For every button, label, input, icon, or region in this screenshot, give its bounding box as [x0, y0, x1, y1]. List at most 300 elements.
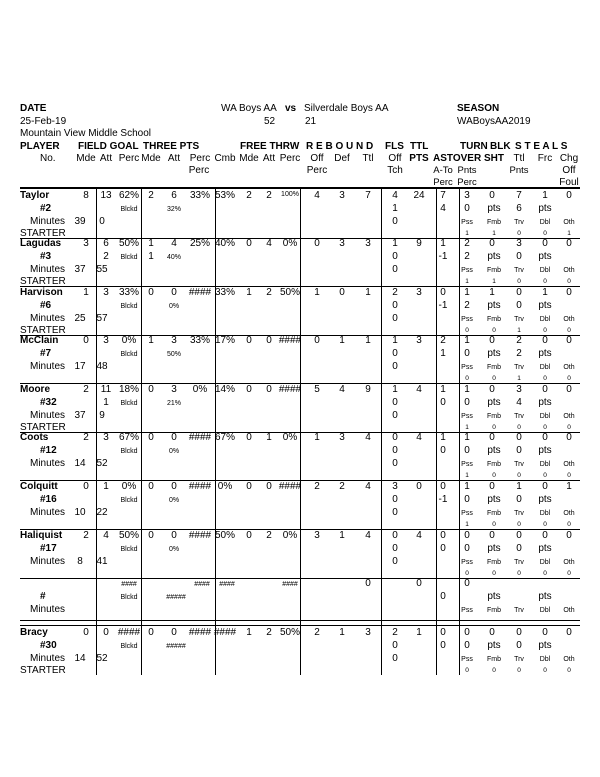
pts-label: pts: [487, 591, 501, 602]
stat-cell: 0: [542, 238, 548, 249]
stat-cell: 0: [516, 627, 522, 638]
turnover-value: 0: [517, 521, 521, 528]
turnover-type-label: Oth: [563, 364, 575, 371]
stat-cell: 1: [464, 481, 470, 492]
turnover-type-label: Oth: [563, 656, 575, 663]
minutes-value: 8: [77, 556, 83, 567]
header-fouls: FLS: [385, 141, 404, 152]
turnover-value: 0: [517, 472, 521, 479]
stat-cell: 0: [516, 530, 522, 541]
stat-cell: 0: [489, 481, 495, 492]
turnover-type-label: Dbl: [539, 461, 551, 468]
turnover-type-label: Pss: [461, 316, 473, 323]
stat-cell: 7: [440, 190, 446, 201]
stat-cell: 1: [148, 238, 154, 249]
stat-cell: 1: [392, 238, 398, 249]
stat-cell: 1: [416, 627, 422, 638]
stat-cell: 3: [416, 335, 422, 346]
turnover-value: 0: [543, 667, 547, 674]
turnover-value: 0: [567, 521, 571, 528]
player-name: Lagudas: [20, 238, 62, 249]
header-tch: Tch: [387, 165, 403, 176]
turnover-type-label: Fmb: [487, 364, 501, 371]
stat-cell: 7: [516, 190, 522, 201]
touch-value: 0: [392, 543, 398, 554]
turnover-type-label: Oth: [563, 267, 575, 274]
stat-cell: 1: [464, 335, 470, 346]
points-off-turnover: 0: [464, 640, 470, 651]
stat-cell: 3: [365, 238, 371, 249]
stat-cell: 4: [365, 481, 371, 492]
turnover-value: 0: [567, 570, 571, 577]
header-foul: Foul: [559, 177, 579, 188]
turnover-type-label: Fmb: [487, 219, 501, 226]
turnover-value: 0: [492, 472, 496, 479]
stat-cell: 0: [83, 627, 89, 638]
turnover-type-label: Trv: [514, 316, 524, 323]
stat-cell: 4: [365, 432, 371, 443]
header-turnover: TURN: [460, 141, 488, 152]
turnover-type-label: Dbl: [539, 267, 551, 274]
stat-cell: 3: [171, 335, 177, 346]
stat-cell: 0: [314, 238, 320, 249]
stat-cell: 0: [440, 530, 446, 541]
stat-cell: 53%: [214, 190, 236, 201]
zero-value: 0: [365, 578, 371, 589]
pts-label: pts: [487, 251, 501, 262]
stat-cell: 1: [246, 627, 252, 638]
season-label: SEASON: [457, 103, 500, 114]
minutes-label: Minutes: [30, 507, 66, 518]
header-ttl2: Ttl: [513, 153, 525, 164]
zero-value: 0: [392, 507, 398, 518]
stat-cell: 0: [339, 287, 345, 298]
stat-cell: 1: [542, 190, 548, 201]
stat-cell: 0: [246, 530, 252, 541]
stat-cell: 9: [416, 238, 422, 249]
turnover-value: 0: [492, 375, 496, 382]
points-off-steals: 0: [516, 494, 522, 505]
stat-cell: 0%: [121, 481, 137, 492]
stat-cell: 0: [566, 190, 572, 201]
header-total: TTL: [410, 141, 429, 152]
turnover-type-label: Oth: [563, 413, 575, 420]
turnover-value: 0: [543, 472, 547, 479]
turnover-type-label: Trv: [514, 656, 524, 663]
stat-cell: 0: [489, 190, 495, 201]
stat-cell: 1: [542, 287, 548, 298]
stat-cell: 1: [148, 335, 154, 346]
turnover-type-label: Fmb: [487, 656, 501, 663]
stat-cell: 1: [246, 287, 252, 298]
header-ato: A-To: [433, 165, 453, 176]
turnover-value: 0: [465, 570, 469, 577]
stat-cell: ####: [278, 335, 302, 346]
turnover-value: 0: [465, 375, 469, 382]
stat-cell: 14%: [214, 384, 236, 395]
stat-cell: 50%: [279, 287, 301, 298]
stat-cell: 2: [440, 335, 446, 346]
header-pnts2: Pnts: [509, 165, 529, 176]
stat-cell: 0%: [217, 481, 233, 492]
stat-cell: 40%: [214, 238, 236, 249]
stat-cell: 0: [440, 481, 446, 492]
player-name: McClain: [20, 335, 59, 346]
stat-cell: 0: [246, 481, 252, 492]
stat-cell: 4: [171, 238, 177, 249]
stat-cell: ####: [117, 627, 141, 638]
three-pct-2: 50%: [166, 351, 182, 358]
starter-label: STARTER: [20, 228, 66, 239]
minutes-value: 37: [74, 264, 86, 275]
turnover-type-label: Pss: [461, 364, 473, 371]
zero-value: 0: [392, 653, 398, 664]
header-free-throw: FREE THRW: [240, 141, 300, 152]
stat-cell: 2: [392, 627, 398, 638]
turnover-type-label: Oth: [563, 559, 575, 566]
stat-cell: 5: [314, 384, 320, 395]
turnover-type-label: Pss: [461, 461, 473, 468]
stat-cell: 0: [542, 335, 548, 346]
turnover-type-label: Oth: [563, 316, 575, 323]
header-fls_off: Off: [388, 153, 402, 164]
turnover-type-label: Oth: [563, 510, 575, 517]
stat-cell: 0: [542, 481, 548, 492]
turnover-type-label: Pss: [461, 267, 473, 274]
minutes-label: Minutes: [30, 604, 66, 615]
stat-cell: 0: [542, 530, 548, 541]
points-off-steals: 2: [516, 348, 522, 359]
stat-cell: 17%: [214, 335, 236, 346]
stat-cell: 0: [566, 238, 572, 249]
stat-cell: 3: [339, 190, 345, 201]
touch-value: 0: [392, 348, 398, 359]
stat-cell: 0: [392, 530, 398, 541]
seconds-value: 52: [96, 653, 108, 664]
stat-cell: 0: [83, 481, 89, 492]
stat-cell: 0: [489, 530, 495, 541]
turnover-value: 0: [543, 521, 547, 528]
stat-cell: 0: [516, 287, 522, 298]
stat-cell: 0: [266, 384, 272, 395]
zero-value: 0: [416, 578, 422, 589]
points-off-turnover: 2: [464, 251, 470, 262]
turnover-value: 0: [517, 570, 521, 577]
season-value: WABoysAA2019: [457, 116, 531, 127]
stat-cell: 0: [266, 335, 272, 346]
pts-label: pts: [487, 203, 501, 214]
stat-cell: 3: [103, 432, 109, 443]
points-off-turnover: 0: [464, 543, 470, 554]
blocked-label: Blckd: [120, 594, 138, 601]
turnover-type-label: Trv: [514, 413, 524, 420]
player-name: Coots: [20, 432, 49, 443]
header-perc-pnts: Perc: [457, 177, 477, 188]
turnover-value: 1: [465, 278, 469, 285]
stat-cell: 3: [516, 238, 522, 249]
header-blocks: BLK: [490, 141, 511, 152]
pts-label: pts: [487, 543, 501, 554]
turnover-value: 0: [492, 327, 496, 334]
stat-cell: 0: [566, 384, 572, 395]
starter-label: STARTER: [20, 325, 66, 336]
column-divider: [300, 187, 301, 675]
team-away: Silverdale Boys AA: [304, 103, 389, 114]
minutes-label: Minutes: [30, 361, 66, 372]
header-att2: Att: [167, 153, 181, 164]
zero-value: 0: [392, 264, 398, 275]
pts-label: pts: [538, 445, 552, 456]
stat-cell: 0: [489, 627, 495, 638]
zero-value: 0: [440, 591, 446, 602]
minutes-label: Minutes: [30, 653, 66, 664]
minutes-value: 37: [74, 410, 86, 421]
turnover-type-label: Fmb: [487, 413, 501, 420]
turnover-type-label: Oth: [563, 219, 575, 226]
pts-label: pts: [538, 494, 552, 505]
touch-value: 0: [392, 397, 398, 408]
header-field-goal: FIELD GOAL: [78, 141, 139, 152]
minutes-value: 10: [74, 507, 86, 518]
stat-cell: 0: [542, 384, 548, 395]
turnover-type-label: Pss: [461, 656, 473, 663]
touch-value: 0: [392, 640, 398, 651]
turnover-type-label: Dbl: [539, 510, 551, 517]
pts-label: pts: [487, 494, 501, 505]
blocked-label: Blckd: [120, 497, 138, 504]
player-number: #7: [40, 348, 52, 359]
pts-label: pts: [487, 397, 501, 408]
header-ast: AST: [433, 153, 453, 164]
turnover-type-label: Trv: [514, 607, 524, 614]
turnover-value: 0: [465, 327, 469, 334]
stat-cell: 2: [266, 530, 272, 541]
stat-cell: 3: [314, 530, 320, 541]
stat-cell: 1: [83, 287, 89, 298]
hash-value: #####: [166, 594, 186, 601]
hash-value: ####: [121, 581, 137, 588]
turnover-type-label: Dbl: [539, 219, 551, 226]
stat-cell: 1: [440, 432, 446, 443]
date-value: 25-Feb-19: [20, 116, 67, 127]
header-three-pts: THREE PTS: [143, 141, 200, 152]
pts-label: pts: [538, 397, 552, 408]
points-off-steals: 4: [516, 397, 522, 408]
stat-cell: 0: [171, 627, 177, 638]
stat-cell: 33%: [214, 287, 236, 298]
turnover-value: 0: [543, 424, 547, 431]
column-divider: [96, 187, 97, 675]
points-off-steals: 0: [516, 640, 522, 651]
column-divider: [459, 187, 460, 675]
stat-cell: 0: [440, 287, 446, 298]
turnover-value: 0: [543, 278, 547, 285]
stat-cell: 9: [365, 384, 371, 395]
turnover-type-label: Pss: [461, 510, 473, 517]
stat-cell: 2: [266, 287, 272, 298]
stat-cell: ####: [188, 287, 212, 298]
player-name: Haliquist: [20, 530, 63, 541]
stat-cell: 2: [83, 384, 89, 395]
pts-label: pts: [487, 348, 501, 359]
blocked-label: Blckd: [120, 254, 138, 261]
stat-cell: 1: [464, 287, 470, 298]
stat-cell: 6: [103, 238, 109, 249]
stat-cell: 0: [516, 432, 522, 443]
turnover-type-label: Oth: [563, 607, 575, 614]
stat-cell: 1: [314, 432, 320, 443]
stat-cell: 0: [566, 335, 572, 346]
stat-cell: 4: [266, 238, 272, 249]
stat-cell: 1: [440, 384, 446, 395]
date-label: DATE: [20, 103, 47, 114]
blocked-label: Blckd: [120, 303, 138, 310]
pts-label: pts: [538, 251, 552, 262]
stat-cell: ####: [188, 432, 212, 443]
stat-cell: 2: [266, 190, 272, 201]
seconds-value: 9: [99, 410, 105, 421]
turnover-value: 1: [465, 521, 469, 528]
header-perc-ato: Perc: [433, 177, 453, 188]
minutes-value: 14: [74, 653, 86, 664]
stat-cell: 0: [148, 627, 154, 638]
stat-cell: 1: [440, 238, 446, 249]
stat-cell: 3: [103, 287, 109, 298]
stat-cell: 0: [314, 335, 320, 346]
stat-cell: 4: [103, 530, 109, 541]
stat-cell: 1: [314, 287, 320, 298]
three-made-2: 1: [148, 251, 154, 262]
ato-value: 4: [440, 203, 446, 214]
stat-cell: 50%: [118, 238, 140, 249]
turnover-value: 0: [543, 327, 547, 334]
stat-cell: 0: [148, 432, 154, 443]
pts-label: pts: [487, 640, 501, 651]
header-mde2: Mde: [141, 153, 161, 164]
header-cmb: Cmb: [214, 153, 236, 164]
minutes-label: Minutes: [30, 313, 66, 324]
stat-cell: 0: [103, 627, 109, 638]
turnover-value: 0: [517, 230, 521, 237]
turnover-value: 0: [567, 667, 571, 674]
stat-cell: 2: [246, 190, 252, 201]
touch-value: 0: [392, 300, 398, 311]
stat-cell: 4: [416, 384, 422, 395]
points-off-steals: 0: [516, 300, 522, 311]
minutes-label: Minutes: [30, 216, 66, 227]
header-rebound: R E B O U N D: [306, 141, 374, 152]
stat-cell: 7: [365, 190, 371, 201]
stat-cell: 0%: [192, 384, 208, 395]
blocked-label: Blckd: [120, 400, 138, 407]
zero-value: 0: [464, 578, 470, 589]
stat-cell: 0: [440, 627, 446, 638]
stat-cell: 0: [464, 627, 470, 638]
header-over: OVER: [452, 153, 482, 164]
team-home: WA Boys AA: [221, 103, 277, 114]
stat-cell: 4: [314, 190, 320, 201]
points-off-steals: 6: [516, 203, 522, 214]
points-off-steals: 0: [516, 251, 522, 262]
zero-value: 0: [392, 556, 398, 567]
stat-cell: 50%: [118, 530, 140, 541]
minutes-value: 17: [74, 361, 86, 372]
turnover-value: 0: [465, 667, 469, 674]
blocked-made: 1: [103, 397, 109, 408]
seconds-value: 55: [96, 264, 108, 275]
pts-label: pts: [487, 300, 501, 311]
hash-value: ####: [282, 581, 298, 588]
minutes-label: Minutes: [30, 410, 66, 421]
blocked-label: Blckd: [120, 643, 138, 650]
stat-cell: 1: [365, 287, 371, 298]
stat-cell: ####: [278, 481, 302, 492]
stat-cell: 3: [171, 384, 177, 395]
player-number: #3: [40, 251, 52, 262]
three-pct-2: 0%: [168, 497, 180, 504]
turnover-type-label: Pss: [461, 559, 473, 566]
turnover-value: 0: [567, 472, 571, 479]
stat-cell: 0: [566, 432, 572, 443]
player-number: #6: [40, 300, 52, 311]
hash-value: ####: [219, 581, 235, 588]
stat-cell: ####: [188, 627, 212, 638]
stat-cell: 0: [246, 432, 252, 443]
touch-value: 1: [392, 203, 398, 214]
stat-cell: 0: [246, 238, 252, 249]
turnover-type-label: Trv: [514, 510, 524, 517]
stat-cell: 0: [246, 384, 252, 395]
touch-value: 0: [392, 251, 398, 262]
zero-value: 0: [392, 216, 398, 227]
turnover-type-label: Dbl: [539, 656, 551, 663]
stat-cell: 0: [392, 432, 398, 443]
points-off-steals: 0: [516, 543, 522, 554]
stat-cell: 3: [464, 190, 470, 201]
turnover-type-label: Trv: [514, 364, 524, 371]
header-chg: Chg: [559, 153, 579, 164]
stat-cell: 3: [83, 238, 89, 249]
turnover-type-label: Trv: [514, 267, 524, 274]
stat-cell: 0: [83, 335, 89, 346]
stat-cell: 0: [148, 530, 154, 541]
header-att3: Att: [262, 153, 276, 164]
header-steals: S T E A L S: [515, 141, 568, 152]
player-name: Colquitt: [20, 481, 58, 492]
turnover-type-label: Pss: [461, 219, 473, 226]
seconds-value: 52: [96, 458, 108, 469]
points-off-turnover: 0: [464, 397, 470, 408]
blocked-made: 2: [103, 251, 109, 262]
stat-cell: 1: [339, 335, 345, 346]
turnover-value: 0: [517, 667, 521, 674]
turnover-value: 0: [492, 570, 496, 577]
turnover-type-label: Fmb: [487, 316, 501, 323]
stat-cell: 0: [148, 384, 154, 395]
stat-cell: 1: [266, 432, 272, 443]
stat-cell: 0: [246, 335, 252, 346]
turnover-type-label: Dbl: [539, 607, 551, 614]
stat-cell: 1: [365, 335, 371, 346]
stat-cell: ####: [188, 530, 212, 541]
stat-cell: 2: [516, 335, 522, 346]
seconds-value: 48: [96, 361, 108, 372]
player-name: Moore: [20, 384, 50, 395]
turnover-type-label: Fmb: [487, 559, 501, 566]
header-chg-off: Off: [562, 165, 576, 176]
turnover-type-label: Trv: [514, 219, 524, 226]
stat-cell: 3: [339, 432, 345, 443]
